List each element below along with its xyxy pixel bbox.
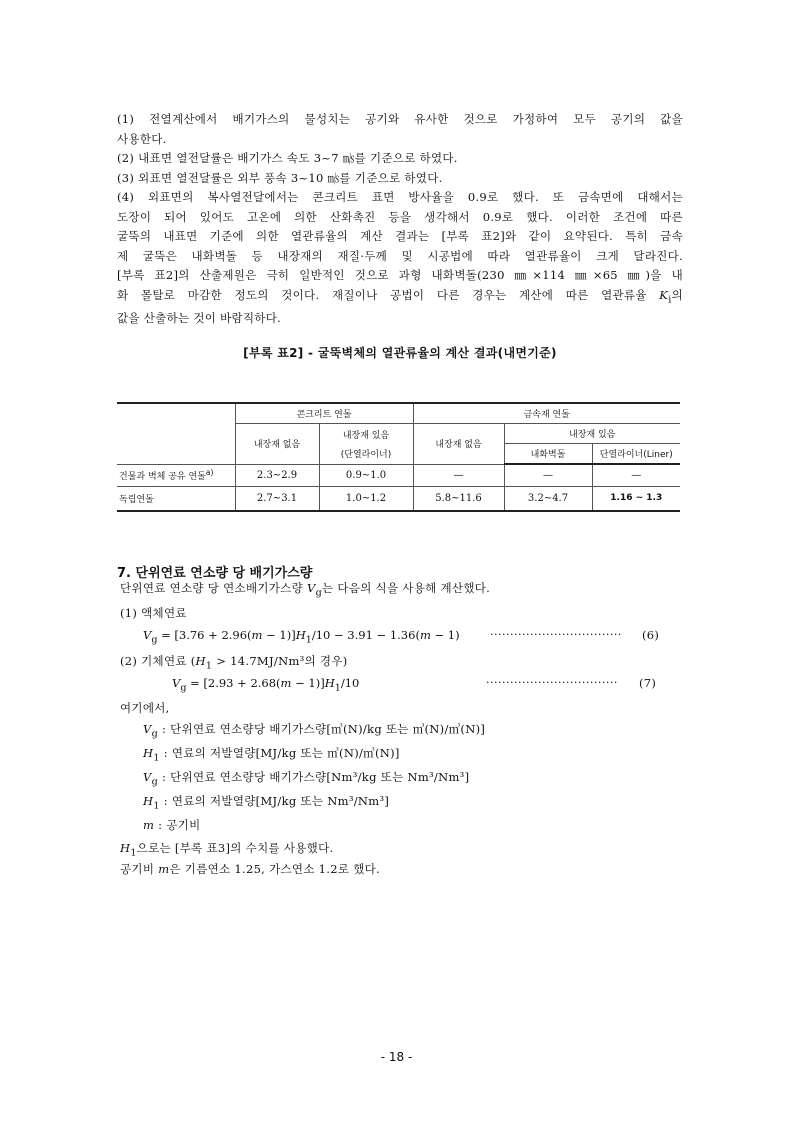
header-insulation-liner: 단열라이너(Liner) [592,443,680,464]
eq7-v: V [172,676,181,690]
note-4-line-6-text: 화 몰탈로 마감한 정도의 것이다. 재질이나 공법이 다른 경우는 계산에 따른 열관류율 [117,287,647,302]
note-4-line-1: (4) 외표면의 복사열전달에서는 콘크리트 표면 방사율을 0.9로 했다. 또 금속면에 대해서는 [117,190,683,204]
def-text: : 연료의 저발열량[MJ/kg 또는 Nm³/Nm³] [159,794,390,808]
eq6-part: /10 − 3.91 − 1.36( [311,628,420,642]
table-cell: — [592,464,680,486]
section-intro [120,580,490,598]
gas-fuel-heading [120,653,348,671]
gas-heading-text: (2) 기체연료 ( [120,654,196,668]
equation-7-leader: ································· [486,676,618,689]
def-sub: 1 [153,752,160,764]
eq6-m: m [251,628,263,642]
table-cell: 1.16 ~ 1.3 [592,486,680,511]
where-label: 여기에서, [120,701,170,715]
k-subscript: i [668,293,672,305]
row-label-note: a) [205,468,214,477]
header-concrete-lining [319,423,413,464]
table-cell: 0.9~1.0 [319,464,413,486]
def-sub: g [151,728,159,740]
header-blank-cell [117,403,235,464]
gas-heading-text-end: > 14.7MJ/Nm³의 경우) [212,654,348,668]
note-4-line-6 [117,286,683,310]
air-var: m [158,862,170,876]
def-sub: g [151,776,159,788]
def-var: V [143,770,152,784]
eq7-h-sub: 1 [334,682,341,694]
table-row [117,464,680,486]
vg-subscript: g [315,587,323,599]
note-1-line-2: 사용한다. [117,131,167,146]
table-cell: 3.2~4.7 [504,486,592,511]
def-text: : 단위연료 연소량당 배기가스량[㎥(N)/kg 또는 ㎥(N)/㎥(N)] [158,722,486,736]
air-text-end: 은 기름연소 1.25, 가스연소 1.2로 했다. [169,862,381,876]
row-label [117,464,235,486]
eq6-m: m [419,628,431,642]
definition-vg-2 [143,769,469,787]
eq7-h: H [324,676,335,690]
page-number: - 18 - [380,1050,413,1064]
table-caption: [부록 표2] - 굴뚝벽체의 열관류율의 계산 결과(내면기준) [243,346,557,360]
liquid-fuel-heading: (1) 액체연료 [120,606,187,620]
note-4-line-3: 굴뚝의 내표면 기준에 의한 열관류율의 계산 결과는 [부록 표2]와 같이 요약된다. 특히 금속 [117,229,683,243]
note-4-line-5: [부록 표2]의 산출제원은 극히 일반적인 것으로 과형 내화벽돌(230 ㎜×114 ㎜×65 ㎜)을 내 [117,268,683,282]
eq7-part: − 1)] [291,676,325,690]
intro-text: 단위연료 연소량 당 연소배기가스량 [120,581,303,595]
header-metal-no-lining: 내장재 없음 [413,423,504,464]
eq6-part: − 1)] [262,628,296,642]
table-cell: 2.3~2.9 [235,464,319,486]
note-3: (3) 외표면 열전달률은 외부 풍속 3~10 ㎧를 기준으로 하였다. [117,170,443,185]
notes-block [117,110,683,329]
header-concrete-lining-line2: (단열라이너) [340,449,392,460]
def-var: H [143,794,154,808]
gas-h: H [195,654,206,668]
header-concrete-no-lining: 내장재 없음 [235,423,319,464]
equation-6-leader: ································· [490,628,622,641]
note-4-line-2: 도장이 되어 있어도 고온에 의한 산화촉진 등을 생각해서 0.9로 했다. 이러한 조건에 따른 [117,209,683,224]
vg-variable: V [306,581,316,595]
equation-7-number: (7) [639,676,657,690]
eq6-h-sub: 1 [305,634,312,646]
def-sub: 1 [153,800,160,812]
def-text: : 단위연료 연소량당 배기가스량[Nm³/kg 또는 Nm³/Nm³] [158,770,470,784]
h1-note-text: 으로는 [부록 표3]의 수치를 사용했다. [136,841,334,855]
def-text: : 공기비 [154,818,201,832]
intro-text-end: 는 다음의 식을 사용해 계산했다. [322,581,491,595]
equation-7 [172,676,359,693]
table-cell: — [413,464,504,486]
row-label-text: 건물과 벽체 공유 연돌 [119,472,206,482]
heat-transmission-table [117,402,680,512]
definition-h1-2 [143,793,389,811]
definition-vg-1 [143,721,485,739]
eq6-part: = [3.76 + 2.96( [157,628,252,642]
row-label [117,486,235,511]
eq6-v: V [143,628,152,642]
note-4-line-6-suffix: 의 [671,287,683,302]
def-text: : 연료의 저발열량[MJ/kg 또는 ㎥(N)/㎥(N)] [159,746,400,760]
h1-source-note [120,840,333,858]
table-cell: — [504,464,592,486]
eq6-v-sub: g [151,634,158,646]
air-ratio-note [120,861,380,877]
section-title: 7. 단위연료 연소량 당 배기가스량 [117,566,313,581]
note-1-line-1: (1) 전열계산에서 배기가스의 물성치는 공기와 유사한 것으로 가정하여 모두 공기의 값을 [117,112,683,126]
table-cell: 1.0~1.2 [319,486,413,511]
table-row [117,486,680,511]
table-cell: 2.7~3.1 [235,486,319,511]
header-firebrick: 내화벽돌 [504,443,592,464]
def-var: H [143,746,154,760]
eq7-v-sub: g [180,682,187,694]
eq7-m: m [280,676,292,690]
h1-sub: 1 [130,847,137,859]
header-concrete-lining-line1: 내장재 있음 [342,430,390,441]
definition-m [143,817,201,833]
equation-6 [143,628,460,645]
header-metal-stack: 금속재 연돌 [413,403,680,423]
eq7-part: /10 [340,676,360,690]
header-concrete-stack: 콘크리트 연돌 [235,403,413,423]
gas-h-sub: 1 [205,660,213,672]
table-cell: 5.8~11.6 [413,486,504,511]
eq6-part: − 1) [430,628,460,642]
note-2: (2) 내표면 열전달률은 배기가스 속도 3~7 ㎧를 기준으로 하였다. [117,151,458,165]
note-4-line-4: 제 굴뚝은 내화벽돌 등 내장재의 재질·두께 및 시공법에 따라 열관류율이 크게 달라진다. [117,248,683,263]
h1-var: H [120,841,131,855]
k-variable: K [659,287,669,302]
header-metal-lining: 내장재 있음 [504,423,680,443]
def-var: V [143,722,152,736]
row-label-text: 독립연돌 [119,494,154,505]
definition-h1-1 [143,745,400,763]
eq6-h: H [295,628,306,642]
equation-6-number: (6) [642,628,660,642]
air-text: 공기비 [120,862,155,876]
def-var: m [143,818,155,832]
eq7-part: = [2.93 + 2.68( [186,676,281,690]
note-4-line-7: 값을 산출하는 것이 바람직하다. [117,311,282,326]
